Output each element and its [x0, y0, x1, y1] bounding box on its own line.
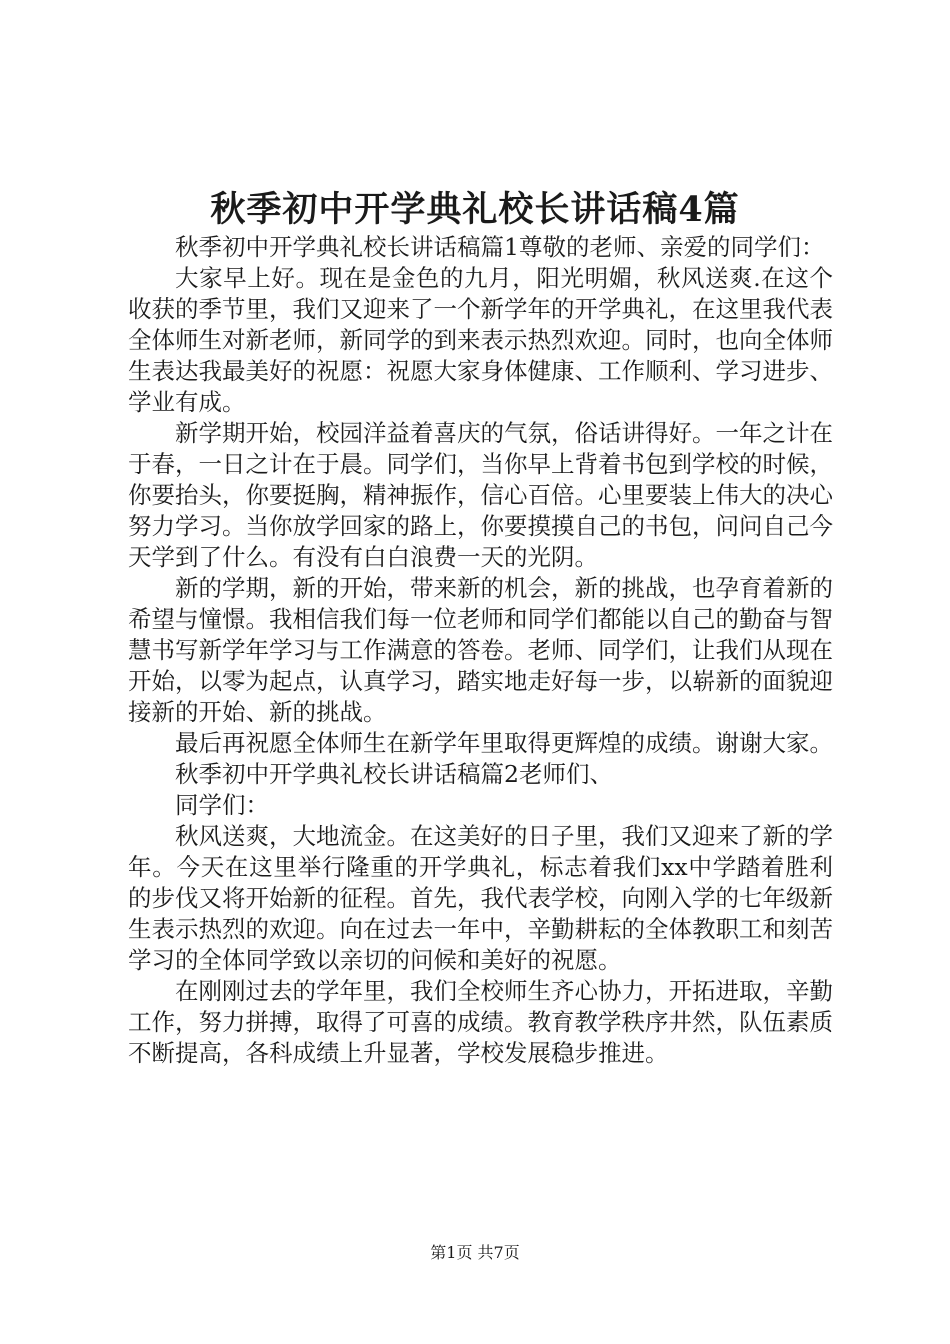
- paragraph: 新的学期，新的开始，带来新的机会，新的挑战，也孕育着新的希望与憧憬。我相信我们每一位老师和同学们都能以自己的勤奋与智慧书写新学年学习与工作满意的答卷。老师、同学们，让我们从现在开始，以零为起点，认真学习，踏实地走好每一步，以崭新的面貌迎接新的开始、新的挑战。: [128, 574, 833, 726]
- document-title: 秋季初中开学典礼校长讲话稿4篇: [210, 189, 740, 230]
- document-body: [128, 232, 833, 1069]
- section-heading-1: 秋季初中开学典礼校长讲话稿篇1尊敬的老师、亲爱的同学们：: [175, 233, 825, 261]
- section-heading-2: 秋季初中开学典礼校长讲话稿篇2老师们、: [175, 760, 613, 788]
- paragraph: 大家早上好。现在是金色的九月，阳光明媚，秋风送爽.在这个收获的季节里，我们又迎来了一个新学年的开学典礼，在这里我代表全体师生对新老师，新同学的到来表示热烈欢迎。同时，也向全体师生表达我最美好的祝愿：祝愿大家身体健康、工作顺利、学习进步、学业有成。: [128, 264, 833, 416]
- salutation: 同学们：: [175, 791, 269, 819]
- paragraph: 在刚刚过去的学年里，我们全校师生齐心协力，开拓进取，辛勤工作，努力拼搏，取得了可喜的成绩。教育教学秩序井然，队伍素质不断提高，各科成绩上升显著，学校发展稳步推进。: [128, 977, 833, 1067]
- paragraph: 秋风送爽，大地流金。在这美好的日子里，我们又迎来了新的学年。今天在这里举行隆重的开学典礼，标志着我们xx中学踏着胜利的步伐又将开始新的征程。首先，我代表学校，向刚入学的七年级新生表示热烈的欢迎。向在过去一年中，辛勤耕耘的全体教职工和刻苦学习的全体同学致以亲切的问候和美好的祝愿。: [128, 822, 833, 974]
- page-number: 第1页 共7页: [430, 1243, 520, 1262]
- paragraph: 最后再祝愿全体师生在新学年里取得更辉煌的成绩。谢谢大家。: [175, 729, 833, 757]
- paragraph: 新学期开始，校园洋益着喜庆的气氛，俗话讲得好。一年之计在于春，一日之计在于晨。同学们，当你早上背着书包到学校的时候，你要抬头，你要挺胸，精神振作，信心百倍。心里要装上伟大的决心努力学习。当你放学回家的路上，你要摸摸自己的书包，问问自己今天学到了什么。有没有白白浪费一天的光阴。: [128, 419, 833, 571]
